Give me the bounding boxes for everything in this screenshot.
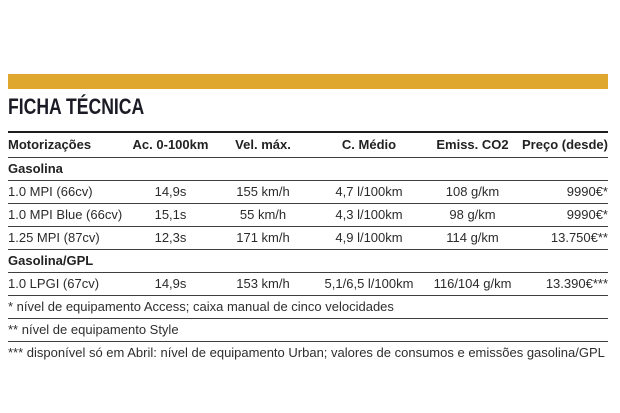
cell-preco: 13.390€*** (520, 273, 608, 296)
section-row-gasolina (8, 158, 608, 181)
spec-table-body (8, 158, 608, 365)
section-label: Gasolina/GPL (8, 250, 608, 273)
cell-emissoes-co2: 114 g/km (425, 227, 520, 250)
footnote-row (8, 319, 608, 342)
section-label: Gasolina (8, 158, 608, 181)
spec-table (8, 131, 608, 364)
cell-vel-max: 153 km/h (213, 273, 313, 296)
cell-consumo-medio: 5,1/6,5 l/100km (313, 273, 425, 296)
accent-bar (8, 74, 608, 89)
col-header-motorizacoes: Motorizações (8, 132, 128, 158)
footnote-row (8, 342, 608, 365)
col-header-aceleracao: Ac. 0-100km (128, 132, 213, 158)
cell-motorizacao: 1.0 MPI Blue (66cv) (8, 204, 128, 227)
cell-emissoes-co2: 108 g/km (425, 181, 520, 204)
footnote-text: *** disponível só em Abril: nível de equipamento Urban; valores de consumos e emissões gasolina/GPL (8, 345, 605, 360)
col-header-emissoes-co2: Emiss. CO2 (425, 132, 520, 158)
cell-vel-max: 55 km/h (213, 204, 313, 227)
col-header-consumo-medio: C. Médio (313, 132, 425, 158)
cell-emissoes-co2: 98 g/km (425, 204, 520, 227)
cell-preco: 9990€* (520, 181, 608, 204)
footnote-text: ** nível de equipamento Style (8, 319, 608, 342)
section-row-gasolina-gpl (8, 250, 608, 273)
header-row (8, 132, 608, 158)
cell-aceleracao: 12,3s (128, 227, 213, 250)
col-header-vel-max: Vel. máx. (213, 132, 313, 158)
table-row (8, 273, 608, 296)
cell-consumo-medio: 4,3 l/100km (313, 204, 425, 227)
cell-preco: 13.750€** (520, 227, 608, 250)
cell-aceleracao: 14,9s (128, 181, 213, 204)
cell-consumo-medio: 4,9 l/100km (313, 227, 425, 250)
cell-vel-max: 171 km/h (213, 227, 313, 250)
cell-motorizacao: 1.25 MPI (87cv) (8, 227, 128, 250)
cell-vel-max: 155 km/h (213, 181, 313, 204)
cell-preco: 9990€* (520, 204, 608, 227)
footnote-text: * nível de equipamento Access; caixa manual de cinco velocidades (8, 296, 608, 319)
cell-aceleracao: 14,9s (128, 273, 213, 296)
footnote-row (8, 296, 608, 319)
page-title: FICHA TÉCNICA (8, 94, 145, 119)
cell-emissoes-co2: 116/104 g/km (425, 273, 520, 296)
table-row (8, 227, 608, 250)
spec-table-header (8, 132, 608, 158)
table-row (8, 204, 608, 227)
cell-motorizacao: 1.0 LPGI (67cv) (8, 273, 128, 296)
col-header-preco: Preço (desde) (520, 132, 608, 158)
cell-motorizacao: 1.0 MPI (66cv) (8, 181, 128, 204)
table-row (8, 181, 608, 204)
cell-consumo-medio: 4,7 l/100km (313, 181, 425, 204)
cell-aceleracao: 15,1s (128, 204, 213, 227)
